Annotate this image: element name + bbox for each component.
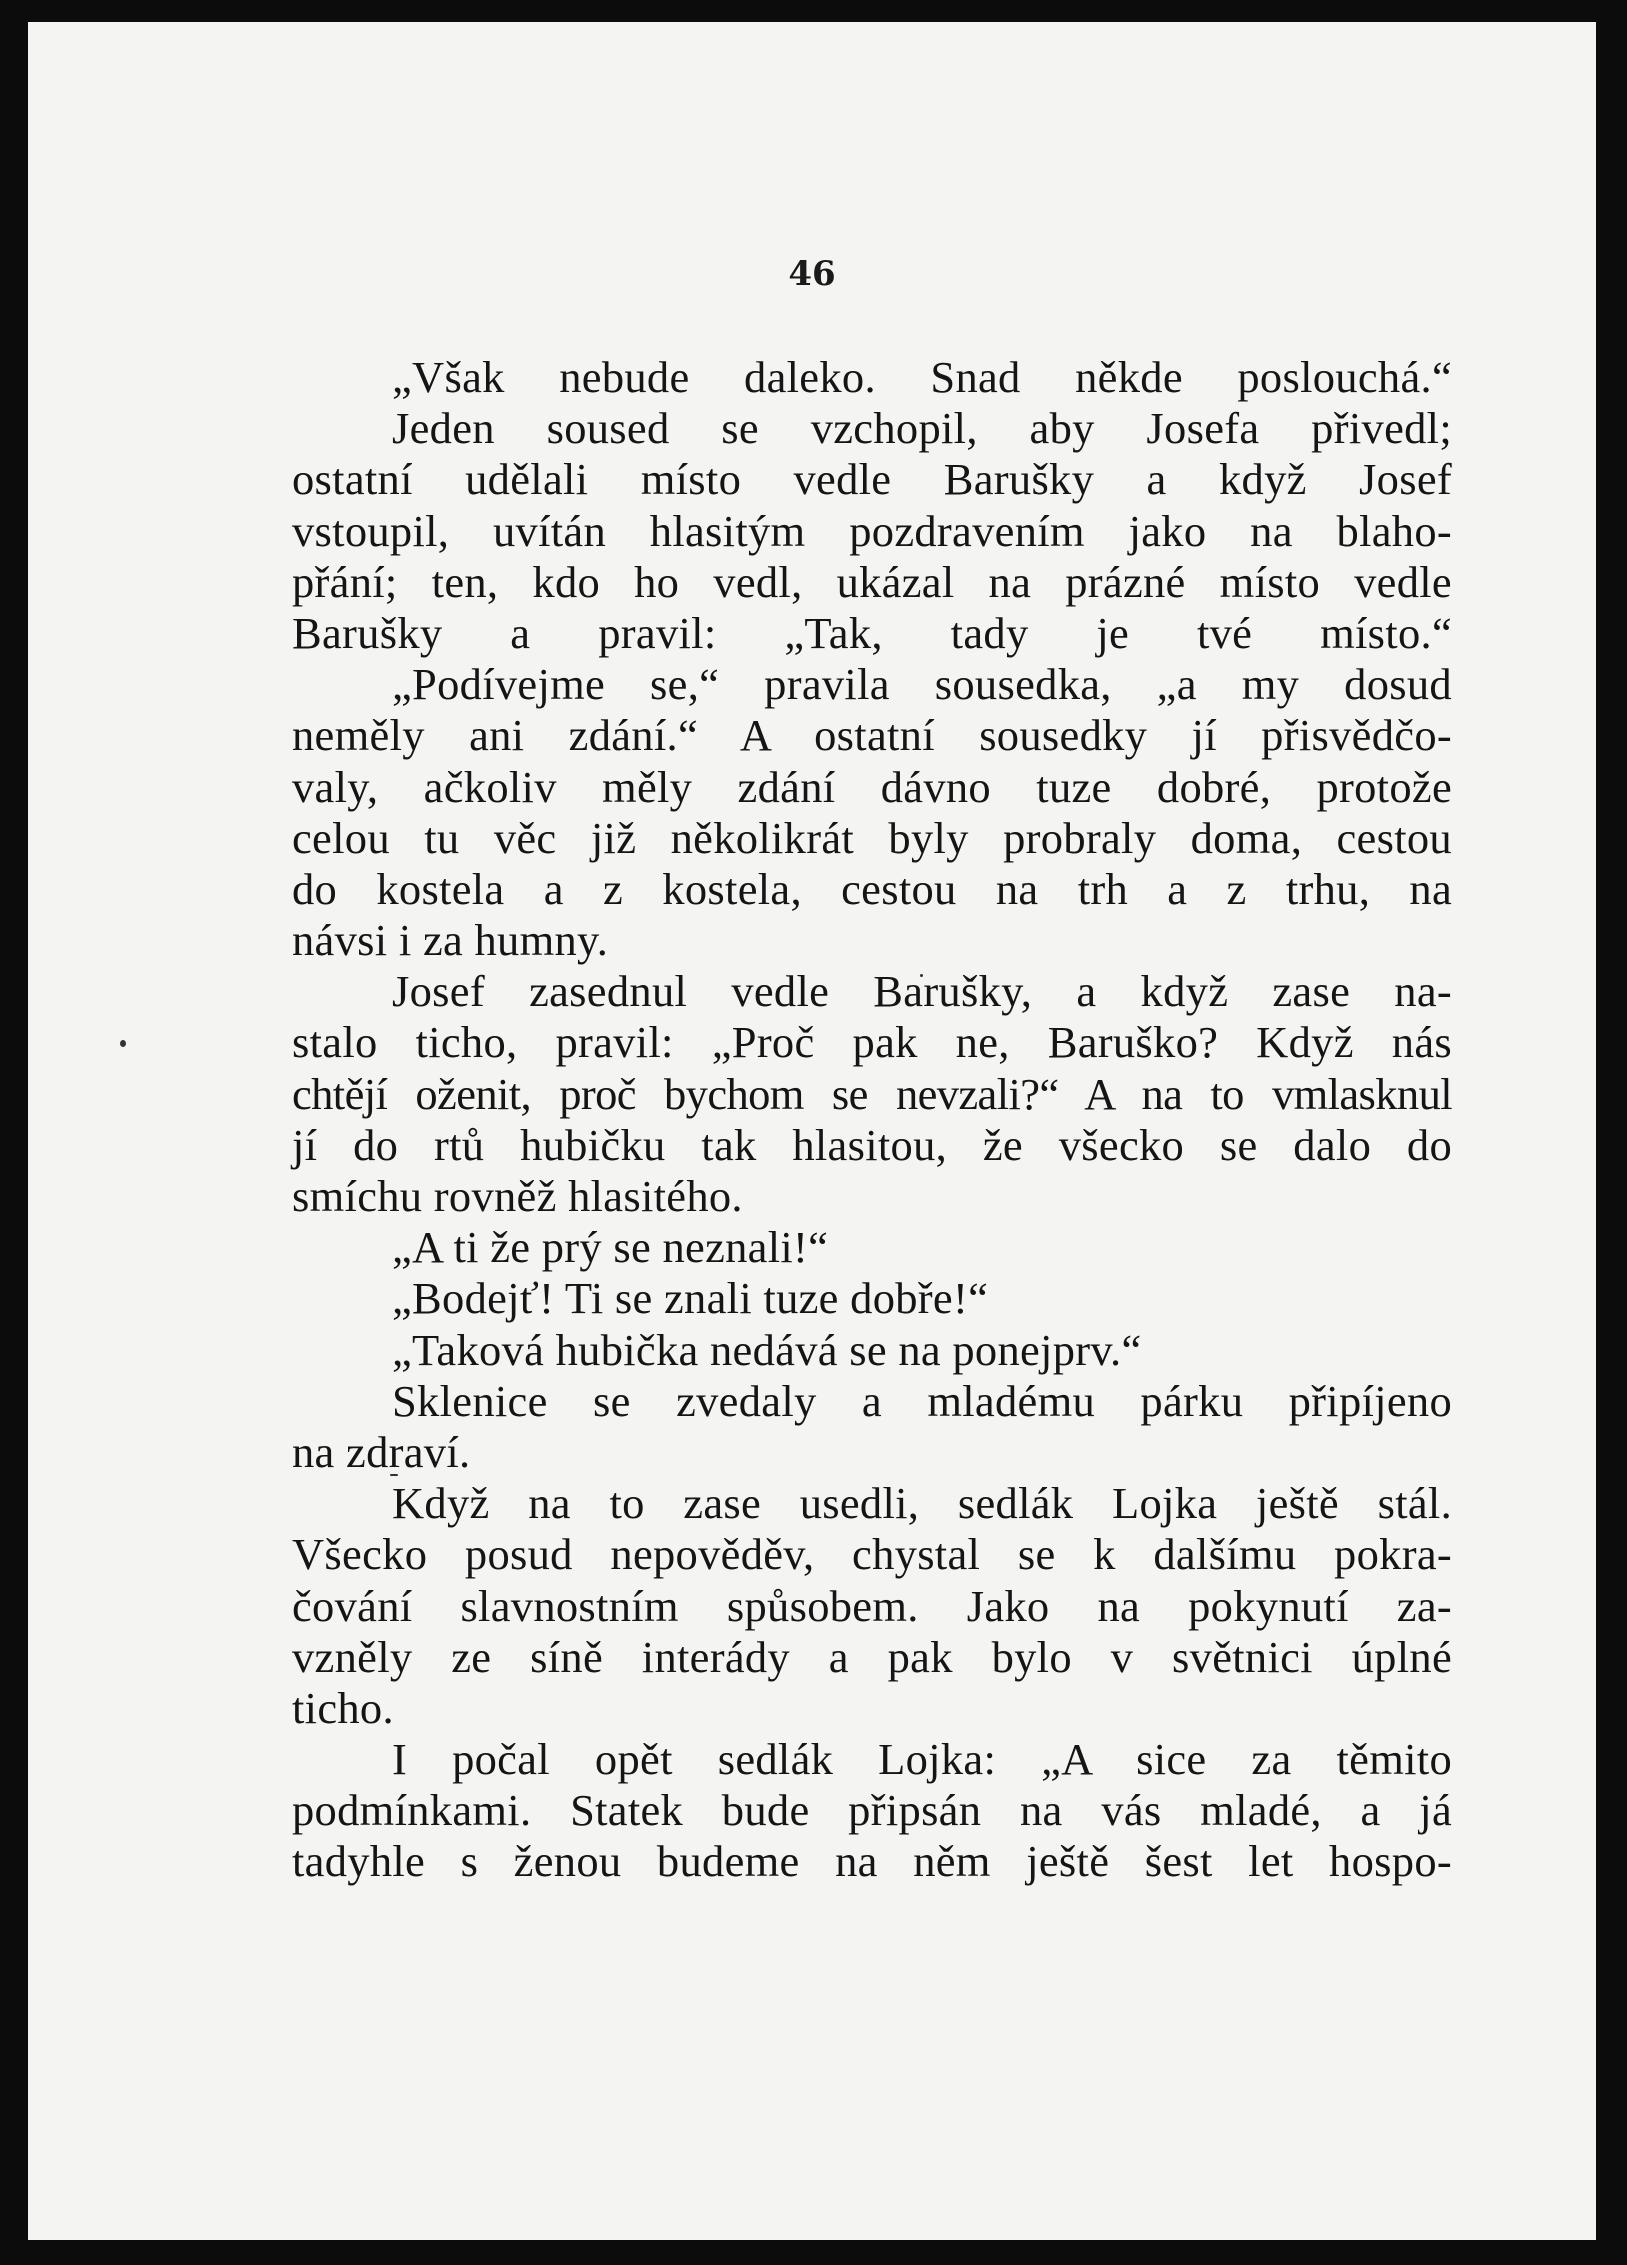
text-line: chtějí oženit, proč bychom se nevzali?“ A na to vmlasknul [292,1068,1452,1119]
text-line: Barušky a pravil: „Tak, tady je tvé místo.“ [292,607,1452,658]
text-line: „Podívejme se,“ pravila sousedka, „a my dosud [392,659,1452,710]
text-line: ostatní udělali místo vedle Barušky a když Josef [292,454,1452,505]
text-line: neměly ani zdání.“ A ostatní sousedky jí přisvědčo- [292,710,1452,761]
text-line: Jeden soused se vzchopil, aby Josefa přivedl; [392,403,1452,454]
text-line: ticho. [292,1682,394,1733]
text-line: Josef zasednul vedle Barušky, a když zase na- [392,966,1452,1017]
text-line: čování slavnostním spůsobem. Jako na pokynutí za- [292,1580,1452,1631]
text-line: celou tu věc již několikrát byly probraly doma, cestou [292,812,1452,863]
text-line: na zdraví. [292,1426,471,1477]
text-line: „Bodejť! Ti se znali tuze dobře!“ [392,1273,989,1324]
text-line: do kostela a z kostela, cestou na trh a z trhu, na [292,863,1452,914]
text-line: „Však nebude daleko. Snad někde poslouchá.“ [392,352,1452,402]
text-line: vstoupil, uvítán hlasitým pozdravením jako na blaho- [292,505,1452,556]
text-line: valy, ačkoliv měly zdání dávno tuze dobré, protože [292,761,1452,812]
text-line: jí do rtů hubičku tak hlasitou, že všecko se dalo do [292,1119,1452,1170]
text-line: Sklenice se zvedaly a mladému párku připíjeno [392,1375,1452,1426]
text-line: Všecko posud nepověděv, chystal se k dalšímu pokra- [292,1529,1452,1580]
text-line: „Taková hubička nedává se na ponejprv.“ [392,1324,1142,1375]
ink-speck [120,1040,126,1047]
text-line: stalo ticho, pravil: „Proč pak ne, Baruško? Když nás [292,1017,1452,1068]
page-number: 46 [788,254,836,294]
text-line: smíchu rovněž hlasitého. [292,1171,743,1221]
text-line: podmínkami. Statek bude připsán na vás mladé, a já [292,1785,1452,1836]
text-line: vzněly ze síně interády a pak bylo v světnici úplné [292,1631,1452,1682]
text-line: I počal opět sedlák Lojka: „A sice za těmito [392,1734,1452,1785]
text-line: návsi i za humny. [292,915,609,966]
text-line: přání; ten, kdo ho vedl, ukázal na prázné místo vedle [292,556,1452,607]
text-line: tadyhle s ženou budeme na něm ještě šest let hospo- [292,1836,1452,1887]
body-text [292,352,1452,1888]
text-line: „A ti že prý se neznali!“ [392,1222,829,1273]
text-line: Když na to zase usedli, sedlák Lojka ještě stál. [392,1478,1452,1529]
